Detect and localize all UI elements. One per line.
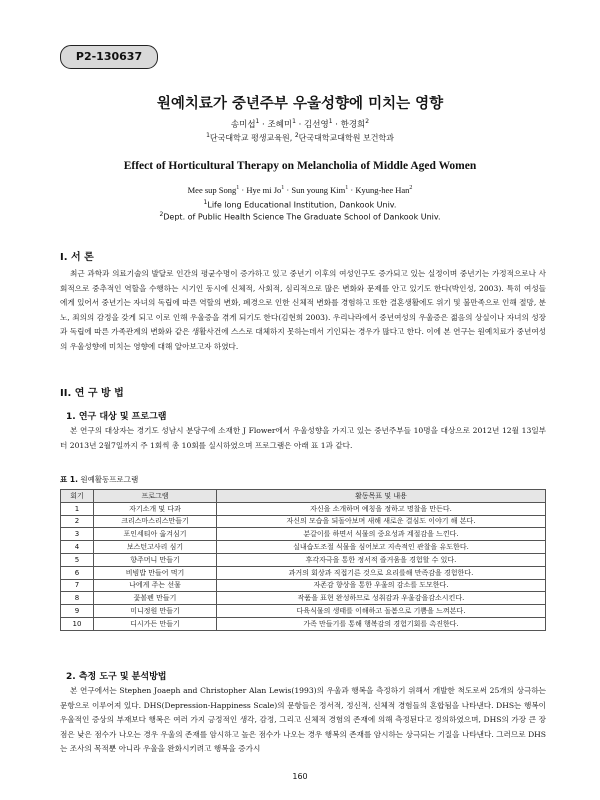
- korean-title: 원예치료가 중년주부 우울성향에 미치는 영향: [156, 96, 444, 112]
- table-row: [61, 502, 546, 515]
- korean-authors: 송미섭$^1$ · 조혜미$^1$ · 김선영$^1$ · 한경희$^2$: [230, 118, 370, 130]
- table-cell: 후각자극을 통한 정서적 즐거움을 경험할 수 있다.: [217, 553, 546, 566]
- author-name: Sun young Kim: [291, 185, 346, 195]
- english-title: Effect of Horticultural Therapy on Melancholia of Middle Aged Women: [123, 160, 477, 172]
- table-row: [61, 592, 546, 605]
- english-affiliation-1: $^1$Life long Educational Institution, Dankook Univ.: [203, 199, 397, 210]
- table-cell: 가족 만들기를 통해 행복감의 경험기회를 촉진한다.: [217, 617, 546, 630]
- table-row: [61, 541, 546, 554]
- korean-affiliation: $^1$단국대학교 평생교육원, $^2$단국대학교대학원 보건학과: [206, 132, 394, 143]
- table-cell: 자존감 향상을 통한 우울의 감소를 도모한다.: [217, 579, 546, 592]
- table-body: [61, 502, 546, 630]
- english-affiliation-2: $^2$Dept. of Public Health Science The Graduate School of Dankook Univ.: [159, 211, 441, 222]
- author-name: 김선영: [304, 120, 329, 130]
- table-cell: 4: [61, 541, 94, 554]
- section-heading-introduction: I. 서 론: [60, 252, 94, 263]
- table-cell: 포인세티아 옮겨심기: [94, 528, 217, 541]
- table-cell: 6: [61, 566, 94, 579]
- table-cell: 9: [61, 605, 94, 618]
- subsection-heading-subjects: 1. 연구 대상 및 프로그램: [66, 412, 167, 422]
- table-cell: 디시가든 만들기: [94, 617, 217, 630]
- subsection-heading-measures: 2. 측정 도구 및 분석방법: [66, 672, 167, 682]
- measures-paragraph: 본 연구에서는 Stephen Joaeph and Christopher Alan Lewis(1993)의 우울과 행복을 측정하기 위해서 개발한 척도로써 25개의 상극하는 문항으로 이루어져 있다. DHS(Depression-Happiness Scale)의 문항들은 정서적, 정신적, 신체적 경험들의 혼합됨을 나타낸다. DHS는 행복이 우울적인 증상의 부재보다 행복은 여러 가지 긍정적인 생각, 감정, 그리고 신체적 경험의 존재에 의해 측정된다고 정의하였으며, DHS의 가장 큰 장점은 낮은 점수가 나오는 경우 우울의 존재를 암시하고 높은 점수가 나오는 경우 행복의 존재를 암시하는 상극되는 기질을 나타낸다. 그러므로 DHS는 조사의 목적뿐 아니라 우울을 완화시키려고 행복을 증가시: [60, 686, 546, 753]
- table-cell: 2: [61, 515, 94, 528]
- table-cell: 자신의 모습을 되돌아보며 새해 새로운 결심도 이야기 해 본다.: [217, 515, 546, 528]
- author-name: 한경희: [340, 120, 366, 130]
- table-cell: 미니정원 만들기: [94, 605, 217, 618]
- table-cell: 향주머니 만들기: [94, 553, 217, 566]
- paper-id-badge: P2-130637: [60, 45, 158, 69]
- table-row: [61, 605, 546, 618]
- table-cell: 다육식물의 생태를 이해하고 돌봄으로 기쁨을 느껴본다.: [217, 605, 546, 618]
- author-name: Kyung-hee Han: [355, 185, 410, 195]
- column-header: 활동목표 및 내용: [217, 490, 546, 503]
- author-name: 송미섭: [230, 120, 256, 130]
- table-caption: 표 1. 원예활동프로그램: [60, 475, 139, 484]
- table-cell: 8: [61, 592, 94, 605]
- author-name: Hye mi Jo: [246, 185, 282, 195]
- table-cell: 1: [61, 502, 94, 515]
- english-authors: Mee sup Song$^1$ · Hye mi $Jo^1$ · Sun young Kim$^1$ · Kyung-hee Han$^2$: [187, 185, 413, 195]
- table-row: [61, 566, 546, 579]
- introduction-paragraph: 최근 과학과 의료기술의 발달로 인간의 평균수명이 증가하고 있고 중년기 이후의 여성인구도 증가되고 있는 실정이며 중년기는 가정적으로나 사회적으로 중추적인 역할을 수행하는 시기인 동시에 신체적, 사회적, 심리적으로 많은 변화와 문제를 안고 있기도 한다(박인성, 2003). 특히 여성들에게 있어서 중년기는 자녀의 독립에 따른 역할의 변화, 폐경으로 인한 신체적 변화를 경험하고 또한 결혼생활에도 위기 및 불만족으로 인해 절망, 분노, 죄의의 감정을 갖게 되고 이로 인해 우울증을 겪게 되기도 한다(김현희 2003). 우리나라에서 중년여성의 우울증은 젊음의 상실이나 자녀의 성장과 독립에 따른 가족관계의 변화와 같은 생활사건에 스스로 대체하지 못하는데서 기인되는 경우가 많다고 한다. 이에 본 연구는 원예치료가 중년여성의 우울성향에 미치는 영향에 대해 알아보고자 하였다.: [60, 269, 546, 351]
- table-cell: 10: [61, 617, 94, 630]
- table-row: [61, 515, 546, 528]
- table-cell: 분갈이를 하면서 식물의 중요성과 계절감을 느낀다.: [217, 528, 546, 541]
- table-cell: 자기소개 및 다과: [94, 502, 217, 515]
- author-name: 조혜미: [267, 120, 293, 130]
- table-row: [61, 528, 546, 541]
- table-cell: 꽃볼펜 만들기: [94, 592, 217, 605]
- table-row: [61, 553, 546, 566]
- table-cell: 3: [61, 528, 94, 541]
- table-cell: 보스턴고사리 심기: [94, 541, 217, 554]
- table-cell: 작품을 표현 완성하므로 성취감과 우울감을감소시킨다.: [217, 592, 546, 605]
- table-cell: 자신을 소개하며 예칭을 정하고 명찰을 만든다.: [217, 502, 546, 515]
- page-number: 160: [292, 772, 308, 781]
- table-cell: 나에게 주는 선물: [94, 579, 217, 592]
- subjects-paragraph: 본 연구의 대상자는 경기도 성남시 분당구에 소재한 J Flower에서 우울성향을 가지고 있는 중년주부들 10명을 대상으로 2012년 12월 13일부터 2013년 2월7일까지 주 1회씩 총 10회를 실시하였으며 프로그램은 아래 표 1과 같다.: [60, 426, 546, 450]
- table-row: [61, 579, 546, 592]
- table-cell: 비빔밥 만들어 먹기: [94, 566, 217, 579]
- table-cell: 5: [61, 553, 94, 566]
- table-cell: 7: [61, 579, 94, 592]
- table-header-row: [61, 490, 546, 503]
- table-cell: 과거의 회상과 직접기른 것으로 요리를해 만족감을 경험한다.: [217, 566, 546, 579]
- table-cell: 실내습도조절 식물을 심어보고 지속적인 관찰을 유도한다.: [217, 541, 546, 554]
- section-heading-methods: II. 연 구 방 법: [60, 388, 124, 399]
- author-name: Mee sup Song: [187, 185, 237, 195]
- table-row: [61, 617, 546, 630]
- table-cell: 크리스마스리스만들기: [94, 515, 217, 528]
- column-header: 회기: [61, 490, 94, 503]
- program-table: [60, 489, 546, 631]
- column-header: 프로그램: [94, 490, 217, 503]
